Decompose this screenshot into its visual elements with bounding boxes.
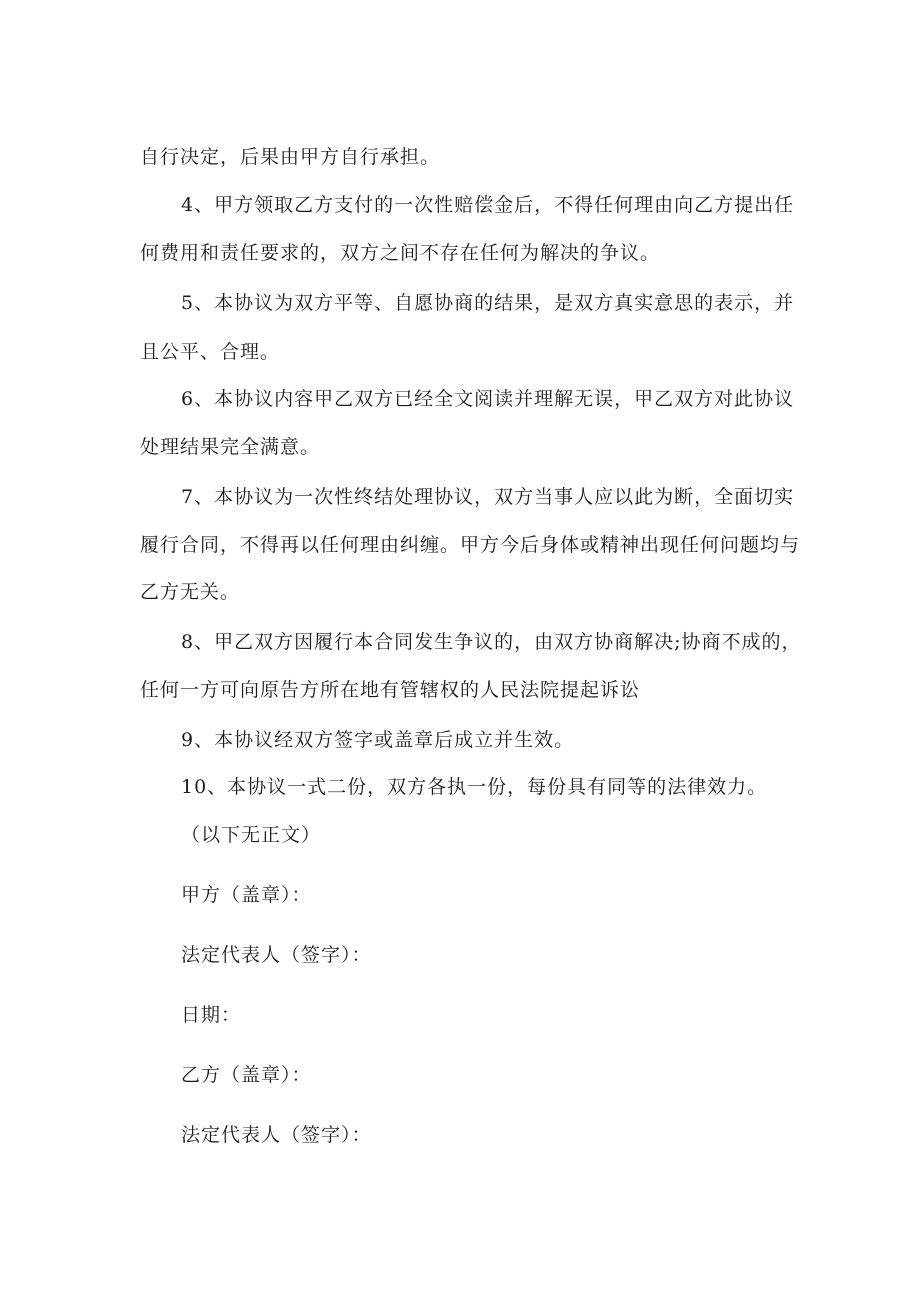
clause-9: 9、本协议经双方签字或盖章后成立并生效。 [181, 729, 575, 751]
text-line: 自行决定，后果由甲方自行承担。 [140, 146, 441, 168]
clause-5-line-2: 且公平、合理。 [140, 341, 281, 363]
party-a-seal-label: 甲方（盖章）： [181, 884, 312, 906]
clause-6-line-1: 6、本协议内容甲乙双方已经全文阅读并理解无误，甲乙双方对此协议 [181, 388, 795, 410]
clause-5-line-1: 5、本协议为双方平等、自愿协商的结果，是双方真实意思的表示，并 [181, 292, 795, 314]
clause-7-line-3: 乙方无关。 [140, 581, 241, 603]
clause-4-line-1: 4、甲方领取乙方支付的一次性赔偿金后，不得任何理由向乙方提出任 [181, 194, 795, 216]
clause-8-line-1: 8、甲乙双方因履行本合同发生争议的，由双方协商解决;协商不成的， [181, 631, 802, 653]
no-further-text-note: （以下无正文） [181, 824, 322, 846]
clause-10: 10、本协议一式二份，双方各执一份，每份具有同等的法律效力。 [181, 776, 768, 798]
clause-4-line-2: 何费用和责任要求的，双方之间不存在任何为解决的争议。 [140, 242, 661, 264]
clause-8-line-2: 任何一方可向原告方所在地有管辖权的人民法院提起诉讼 [140, 679, 641, 701]
party-b-seal-label: 乙方（盖章）： [181, 1064, 312, 1086]
clause-7-line-2: 履行合同，不得再以任何理由纠缠。甲方今后身体或精神出现任何问题均与 [140, 534, 801, 556]
clause-7-line-1: 7、本协议为一次性终结处理协议，双方当事人应以此为断，全面切实 [181, 486, 795, 508]
date-label: 日期： [181, 1004, 242, 1026]
party-a-representative-label: 法定代表人（签字）： [181, 944, 372, 966]
party-b-representative-label: 法定代表人（签字）： [181, 1124, 372, 1146]
clause-6-line-2: 处理结果完全满意。 [140, 436, 321, 458]
